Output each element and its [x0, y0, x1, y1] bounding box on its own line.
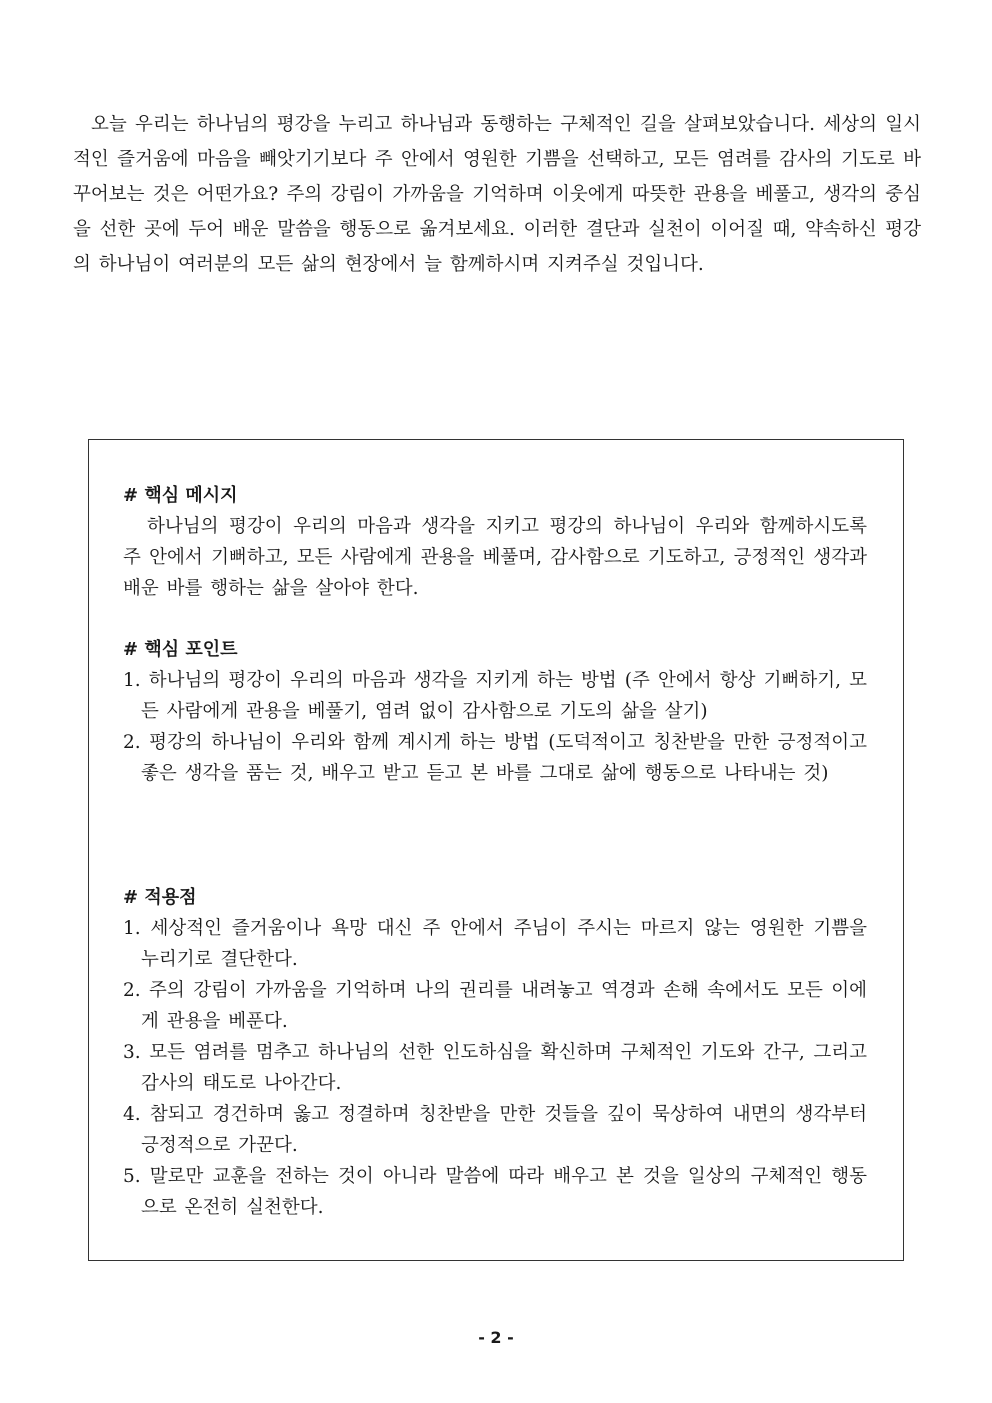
core-points-list: [123, 665, 867, 789]
application-item: 2. 주의 강림이 가까움을 기억하며 나의 권리를 내려놓고 역경과 손해 속에서도 모든 이에게 관용을 베푼다.: [123, 980, 867, 1032]
applications-list: [123, 913, 867, 1223]
core-message-section: [123, 480, 867, 604]
core-point-item: 2. 평강의 하나님이 우리와 함께 계시게 하는 방법 (도덕적이고 칭찬받을 만한 긍정적이고 좋은 생각을 품는 것, 배우고 받고 듣고 본 바를 그대로 삶에 행동으로 나타내는 것): [123, 732, 867, 784]
applications-section: [123, 882, 867, 1223]
applications-heading: # 적용점: [123, 887, 197, 908]
core-point-item: 1. 하나님의 평강이 우리의 마음과 생각을 지키게 하는 방법 (주 안에서 항상 기뻐하기, 모든 사람에게 관용을 베풀기, 염려 없이 감사함으로 기도의 삶을 살기): [123, 670, 867, 722]
application-item: 3. 모든 염려를 멈추고 하나님의 선한 인도하심을 확신하며 구체적인 기도와 간구, 그리고 감사의 태도로 나아간다.: [123, 1042, 867, 1094]
summary-box: [88, 439, 904, 1261]
application-item: 1. 세상적인 즐거움이나 욕망 대신 주 안에서 주님이 주시는 마르지 않는 영원한 기쁨을 누리기로 결단한다.: [123, 918, 867, 970]
application-item: 5. 말로만 교훈을 전하는 것이 아니라 말씀에 따라 배우고 본 것을 일상의 구체적인 행동으로 온전히 실천한다.: [123, 1166, 867, 1218]
intro-paragraph: 오늘 우리는 하나님의 평강을 누리고 하나님과 동행하는 구체적인 길을 살펴보았습니다. 세상의 일시적인 즐거움에 마음을 빼앗기기보다 주 안에서 영원한 기쁨을 선택하고, 모든 염려를 감사의 기도로 바꾸어보는 것은 어떤가요? 주의 강림이 가까움을 기억하며 이웃에게 따뜻한 관용을 베풀고, 생각의 중심을 선한 곳에 두어 배운 말씀을 행동으로 옮겨보세요. 이러한 결단과 실천이 이어질 때, 약속하신 평강의 하나님이 여러분의 모든 삶의 현장에서 늘 함께하시며 지켜주실 것입니다.: [73, 114, 921, 275]
core-points-heading: # 핵심 포인트: [123, 639, 238, 660]
page-number: - 2 -: [478, 1328, 514, 1347]
core-message-heading: # 핵심 메시지: [123, 485, 238, 506]
core-message-body: 하나님의 평강이 우리의 마음과 생각을 지키고 평강의 하나님이 우리와 함께하시도록 주 안에서 기뻐하고, 모든 사람에게 관용을 베풀며, 감사함으로 기도하고, 긍정적인 생각과 배운 바를 행하는 삶을 살아야 한다.: [123, 516, 867, 599]
application-item: 4. 참되고 경건하며 옳고 정결하며 칭찬받을 만한 것들을 깊이 묵상하여 내면의 생각부터 긍정적으로 가꾼다.: [123, 1104, 867, 1156]
core-points-section: [123, 634, 867, 789]
